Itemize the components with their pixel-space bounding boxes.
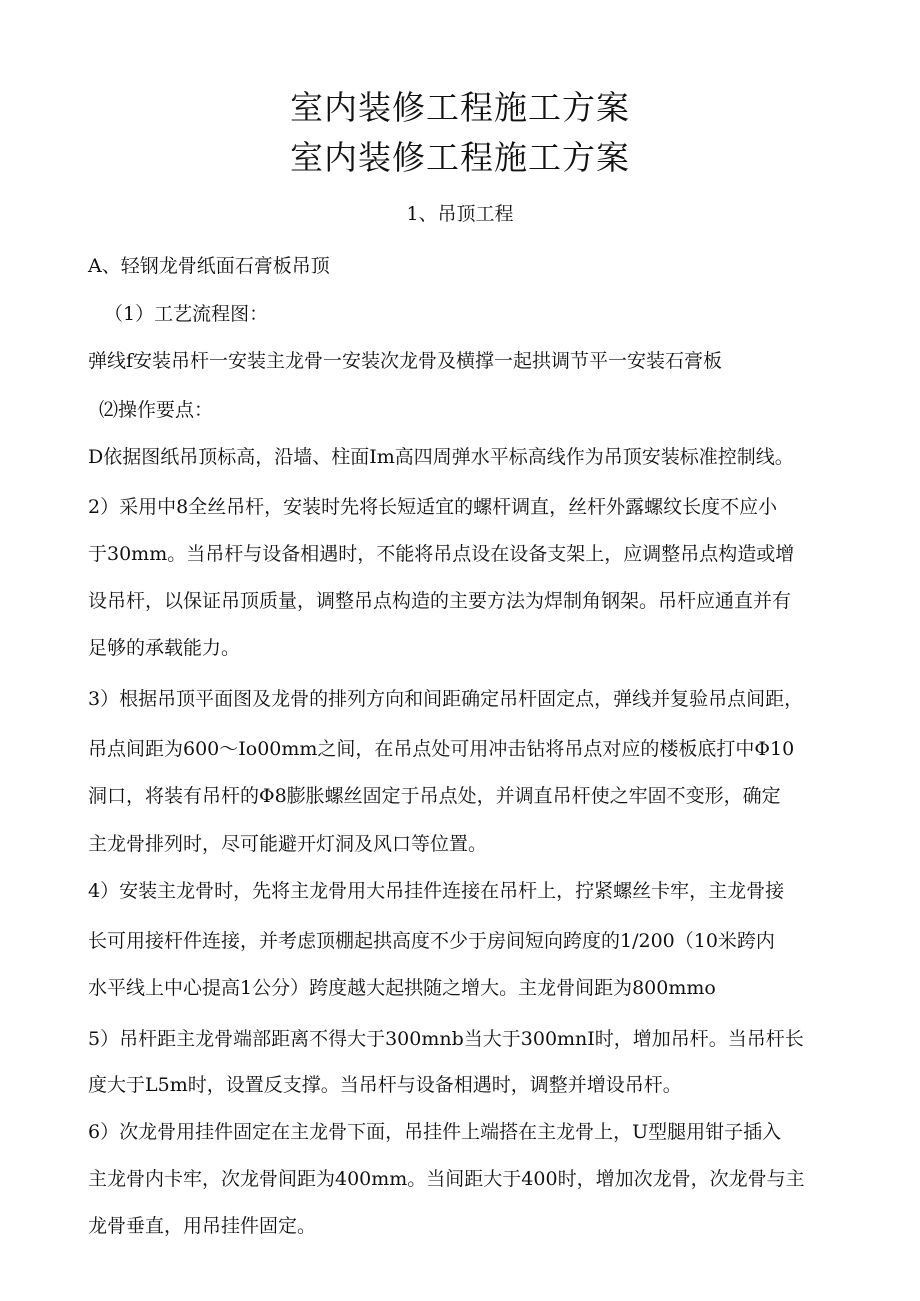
paragraph-4-line-1: 4）安装主龙骨时，先将主龙骨用大吊挂件连接在吊杆上，拧紧螺丝卡牢，主龙骨接 (88, 880, 785, 902)
paragraph-5-line-2: 度大于L5m时，设置反支撑。当吊杆与设备相遇时，调整并增设吊杆。 (88, 1074, 682, 1096)
paragraph-3-line-1: 3）根据吊顶平面图及龙骨的排列方向和间距确定吊杆固定点，弹线并复验吊点间距， (88, 688, 804, 710)
paragraph-6-line-3: 龙骨垂直，用吊挂件固定。 (88, 1215, 317, 1237)
paragraph-6-line-1: 6）次龙骨用挂件固定在主龙骨下面，吊挂件上端搭在主龙骨上，U型腿用钳子插入 (88, 1121, 782, 1143)
paragraph-3-line-3: 洞口，将装有吊杆的Φ8膨胀螺丝固定于吊点处，并调直吊杆使之牢固不变形，确定 (88, 785, 781, 807)
paragraph-3-line-2: 吊点间距为600〜Io00mm之间，在吊点处可用冲击钻将吊点对应的楼板底打中Φ10 (88, 738, 795, 760)
operation-heading: ⑵操作要点： (99, 399, 214, 421)
subsection-heading: A、轻钢龙骨纸面石膏板吊顶 (88, 255, 330, 277)
paragraph-2-line-4: 足够的承载能力。 (88, 637, 241, 659)
paragraph-4-line-2: 长可用接杆件连接，并考虑顶棚起拱高度不少于房间短向跨度的1/200（10米跨内 (88, 930, 775, 952)
paragraph-2-line-3: 设吊杆，以保证吊顶质量，调整吊点构造的主要方法为焊制角钢架。吊杆应通直并有 (88, 590, 792, 612)
paragraph-4-line-3: 水平线上中心提高1公分）跨度越大起拱随之增大。主龙骨间距为800mmo (88, 977, 716, 999)
paragraph-2-line-1: 2）采用中8全丝吊杆，安装时先将长短适宜的螺杆调直，丝杆外露螺纹长度不应小 (88, 496, 778, 518)
document-title-repeat: 室内装修工程施工方案 (290, 138, 630, 177)
paragraph-2-line-2: 于30mm。当吊杆与设备相遇时，不能将吊点设在设备支架上，应调整吊点构造或增 (88, 543, 795, 565)
document-title: 室内装修工程施工方案 (290, 88, 630, 127)
process-heading: （1）工艺流程图： (104, 303, 269, 325)
paragraph-3-line-4: 主龙骨排列时，尽可能避开灯洞及风口等位置。 (88, 833, 488, 855)
section-heading: 1、吊顶工程 (406, 203, 514, 225)
paragraph-6-line-2: 主龙骨内卡牢，次龙骨间距为400mm。当间距大于400时，增加次龙骨，次龙骨与主 (88, 1168, 805, 1190)
paragraph-5-line-1: 5）吊杆距主龙骨端部距离不得大于300mnb当大于300mnI时，增加吊杆。当吊杆长 (88, 1028, 804, 1050)
process-flow: 弹线f安装吊杆一安装主龙骨一安装次龙骨及横撑一起拱调节平一安装石膏板 (88, 350, 723, 372)
paragraph-1-line-1: D依据图纸吊顶标高，沿墙、柱面Im高四周弹水平标高线作为吊顶安装标准控制线。 (88, 446, 794, 468)
